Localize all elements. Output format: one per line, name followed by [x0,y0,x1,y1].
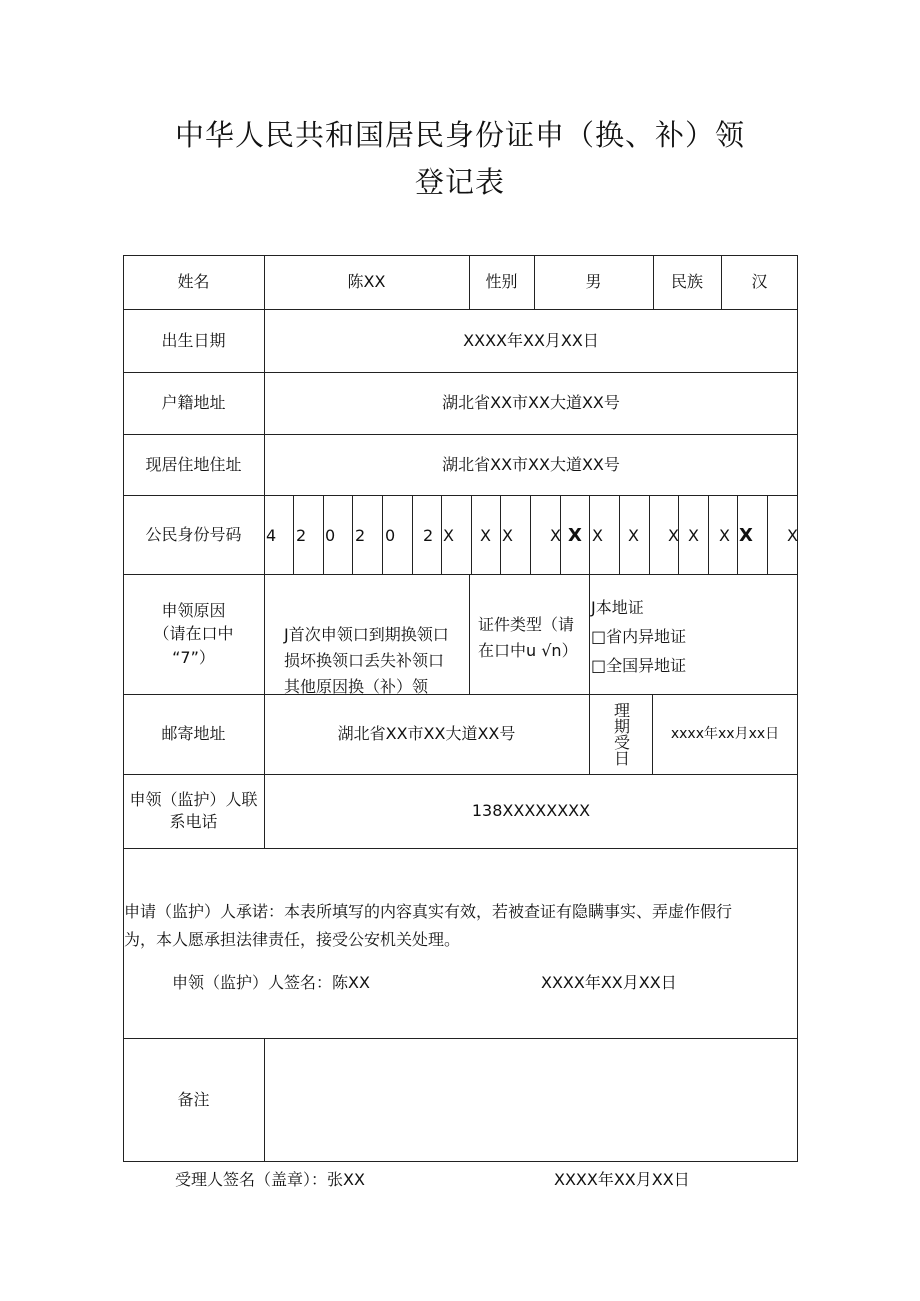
cert-type-label-line2: 在口中u √n） [478,641,578,660]
reason-label-line1: 申领原因 [161,601,226,621]
residence-label: 现居住地住址 [145,454,242,474]
reason-label-line3: “7”） [172,647,215,667]
applicant-sign-date: XXXX年XX月XX日 [541,973,677,992]
id-digit: X [502,525,513,545]
promise-text [124,898,796,954]
form-subtitle: 登记表 [414,165,505,199]
cert-type-options [591,593,686,680]
applicant-signature: 申领（监护）人签名：陈XX [172,973,370,992]
phone-value: 138XXXXXXXX [471,801,591,821]
id-digit: X [443,525,454,545]
remarks-value[interactable] [264,1038,798,1162]
id-digit: X [568,524,582,546]
promise-line1: 申请（监护）人承诺：本表所填写的内容真实有效，若被查证有隐瞒事实、弄虚作假行 [124,902,733,921]
id-digit: X [480,525,491,545]
cert-type-label [478,612,578,664]
mailing-label: 邮寄地址 [161,724,226,744]
birth-value: XXXX年XX月XX日 [463,330,599,350]
household-value: 湖北省XX市XX大道XX号 [442,393,620,413]
reason-label [123,574,264,694]
id-digit: X [688,525,699,545]
id-digit: X [592,525,603,545]
form-title: 中华人民共和国居民身份证申（换、补）领 [174,118,745,152]
id-digit: X [668,525,679,545]
phone-label-line1: 申领（监护）人联 [129,789,258,809]
accept-date-value: xxxx年xx月xx日 [670,725,780,742]
residence-value: 湖北省XX市XX大道XX号 [442,454,620,474]
phone-label-line2: 系电话 [169,812,218,831]
promise-line2: 为，本人愿承担法律责任，接受公安机关处理。 [124,930,461,949]
gender-value: 男 [585,272,602,292]
accept-date-label: 理期受日 [611,702,631,766]
ethnic-label: 民族 [670,272,703,292]
cert-type-label-line1: 证件类型（请 [478,615,575,634]
remarks-label: 备注 [177,1090,210,1110]
reason-option-line2[interactable]: 损坏换领口丢失补领口 [284,651,445,670]
mailing-value: 湖北省XX市XX大道XX号 [337,724,516,744]
id-number-label: 公民身份号码 [145,524,242,544]
household-label: 户籍地址 [161,393,226,413]
cert-option-nationwide[interactable]: □全国异地证 [591,656,687,675]
id-digit: 4 [266,525,277,545]
acceptor-signature: 受理人签名（盖章）：张XX [175,1170,365,1189]
id-digit: 2 [355,525,366,545]
cert-option-local[interactable]: J本地证 [591,598,644,617]
id-digit: 0 [385,525,396,545]
phone-label [123,774,264,848]
reason-option-line1[interactable]: J首次申领口到期换领口 [284,625,449,644]
name-value: 陈XX [347,272,386,292]
id-digit: X [719,525,730,545]
id-digit: X [739,524,753,546]
id-digit: X [787,525,798,545]
id-digit: 2 [423,525,434,545]
id-digit: 0 [325,525,336,545]
reason-options [284,622,449,700]
id-digit: X [628,525,639,545]
acceptor-date: XXXX年XX月XX日 [554,1170,690,1189]
ethnic-value: 汉 [751,272,768,292]
reason-label-line2: （请在口中 [153,624,234,644]
id-digit: 2 [296,525,307,545]
id-digit: X [550,525,561,545]
gender-label: 性别 [485,272,518,292]
name-label: 姓名 [177,272,210,292]
reason-option-line3[interactable]: 其他原因换（补）领 [284,677,429,696]
birth-label: 出生日期 [161,330,226,350]
cert-option-in-province[interactable]: □省内异地证 [591,627,687,646]
